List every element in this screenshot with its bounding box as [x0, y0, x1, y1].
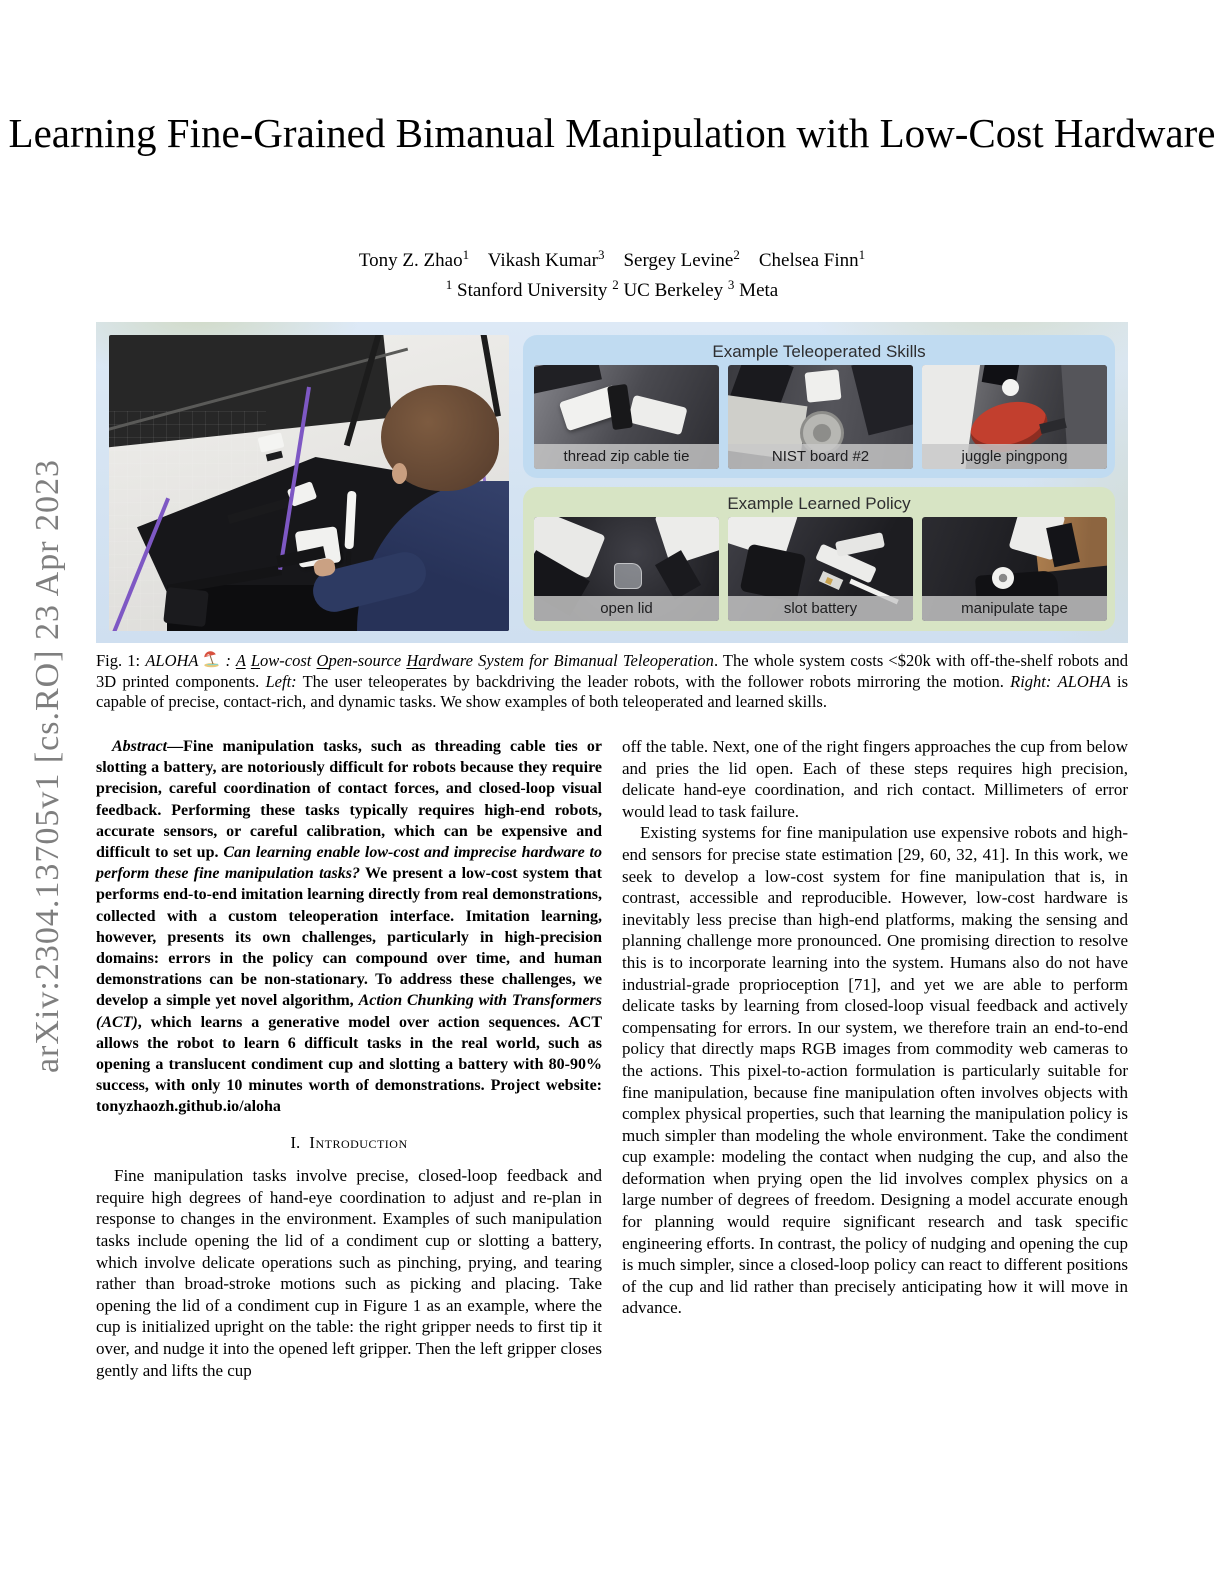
thumb-slot-battery [728, 517, 913, 621]
thumb-manipulate-tape [922, 517, 1107, 621]
gripper-finger [835, 532, 885, 557]
section-1-heading [96, 1132, 602, 1154]
arxiv-sidebar-label: arXiv:2304.13705v1 [cs.RO] 23 Apr 2023 [29, 458, 66, 1074]
learned-panel [523, 487, 1115, 631]
section-title: Introduction [309, 1132, 408, 1152]
robot-arm [534, 365, 602, 394]
affiliations-line: $^1$ Stanford University $^2$ UC Berkeley $^3$ Meta [445, 277, 779, 301]
robot-gripper [805, 369, 842, 402]
teleop-thumb-row [523, 365, 1115, 469]
pingpong-ball [1002, 379, 1019, 396]
leader-base [163, 587, 209, 627]
project-website-link[interactable]: tonyzhaozh.github.io/aloha [96, 1098, 281, 1116]
thumb-caption: open lid [534, 596, 719, 621]
teleop-panel [523, 335, 1115, 478]
beach-umbrella-icon [203, 651, 220, 670]
robot-gripper [627, 395, 687, 435]
robot-arm [851, 365, 913, 435]
thumb-caption: slot battery [728, 596, 913, 621]
figure-1 [96, 322, 1128, 643]
section-number: I. [290, 1132, 301, 1152]
learned-panel-title: Example Learned Policy [727, 493, 911, 513]
right-column [622, 736, 1128, 1319]
robot-arm [740, 543, 807, 602]
thumb-thread-zip-cable-tie [534, 365, 719, 469]
intro-paragraph-1-continued: off the table. Next, one of the right fingers approaches the cup from below and pries the lid open. Each of these steps requires high precision, delicate hand-eye coordination, and rich contact. Millimeters of error would lead to task failure. [622, 737, 1128, 821]
thumb-caption: juggle pingpong [922, 444, 1107, 469]
thumb-open-lid [534, 517, 719, 621]
thumb-caption: thread zip cable tie [534, 444, 719, 469]
robot-clamp [607, 384, 633, 430]
figure-1-caption: Fig. 1: ALOHA : A Low-cost Open-source Hardware System for Bimanual Teleoperation. The whole system costs <$20k with off-the-shelf robots and 3D printed components. Left: The user teleoperates by backdriving the leader robots, with the follower robots mirroring the motion. Right: ALOHA is capable of precise, contact-rich, and dynamic tasks. We show examples of both teleoperated and learned skills. [96, 651, 1129, 711]
left-column [96, 736, 602, 1381]
tape-roll [992, 567, 1014, 589]
intro-paragraph-2: Existing systems for fine manipulation use expensive robots and high-end sensors for precise state estimation [29, 60, 32, 41]. In this work, we seek to develop a low-cost system for fine manipulation that is, in contrast, accessible and reproducible. However, low-cost hardware is inevitably less precise than high-end platforms, making the sensing and planning challenge more pronounced. One promising direction to resolve this is to incorporate learning into the system. Humans also do not have industrial-grade proprioception [71], and yet we are able to perform delicate tasks by learning from closed-loop visual feedback and actively compensating for errors. In our system, we therefore train an end-to-end policy that directly maps RGB images from commodity web cameras to the actions. This pixel-to-action formulation is particularly suitable for fine manipulation, because fine manipulation often involves objects with complex physical properties, such that learning the manipulation policy is much simpler than modeling the whole environment. Take the condiment cup example: modeling the contact when nudging the cup, and also the deformation when prying open the lid involves complex physics on a large number of degrees of freedom. Designing a model accurate enough for planning would require significant research and task specific engineering efforts. In contrast, the policy of nudging and opening the cup is much simpler, since a closed-loop policy can react to different positions of the cup and lid rather than precisely anticipating how it will move in advance. [622, 823, 1128, 1318]
abstract-paragraph: Abstract—Fine manipulation tasks, such as threading cable ties or slotting a battery, are notoriously difficult for robots because they require precision, careful coordination of contact forces, and closed-loop visual feedback. Performing these tasks typically requires high-end robots, accurate sensors, or careful calibration, which can be expensive and difficult to set up. Can learning enable low-cost and imprecise hardware to perform these fine manipulation tasks? We present a low-cost system that performs end-to-end imitation learning directly from real demonstrations, collected with a custom teleoperation interface. Imitation learning, however, presents its own challenges, particularly in high-precision domains: errors in the policy can compound over time, and human demonstrations can be non-stationary. To address these challenges, we develop a simple yet novel algorithm, Action Chunking with Transformers (ACT), which learns a generative model over action sequences. ACT allows the robot to learn 6 difficult tasks in the real world, such as opening a translucent condiment cup and slotting a battery with 80-90% success, with only 10 minutes worth of demonstrations. Project website: tonyzhaozh.github.io/aloha [96, 738, 603, 1116]
condiment-cup [614, 563, 642, 589]
paper-title: Learning Fine-Grained Bimanual Manipulation with Low-Cost Hardware [8, 110, 1216, 156]
intro-paragraph-1: Fine manipulation tasks involve precise, closed-loop feedback and require high degrees of hand-eye coordination to adjust and re-plan in response to changes in the environment. Examples of such manipulation tasks include opening the lid of a condiment cup or slotting a battery, which involve delicate operations such as pinching, prying, and tearing rather than broad-stroke motions such as picking and placing. Take opening the lid of a condiment cup in Figure 1 as an example, where the cup is initialized upright on the table: the right gripper needs to first tip it over, and nudge it into the opened left gripper. Then the left gripper closes gently and lifts the cup [96, 1166, 602, 1380]
operator-ear [392, 463, 407, 484]
teleoperation-photo [109, 335, 509, 631]
teleop-panel-title: Example Teleoperated Skills [712, 341, 926, 361]
thumb-nist-board-2 [728, 365, 913, 469]
thumb-caption: manipulate tape [922, 596, 1107, 621]
learned-thumb-row [523, 517, 1115, 621]
thumb-caption: NIST board #2 [728, 444, 913, 469]
thumb-juggle-pingpong [922, 365, 1107, 469]
authors-line: Tony Z. Zhao$^1$ Vikash Kumar$^3$ Sergey Levine$^2$ Chelsea Finn$^1$ [358, 247, 866, 271]
